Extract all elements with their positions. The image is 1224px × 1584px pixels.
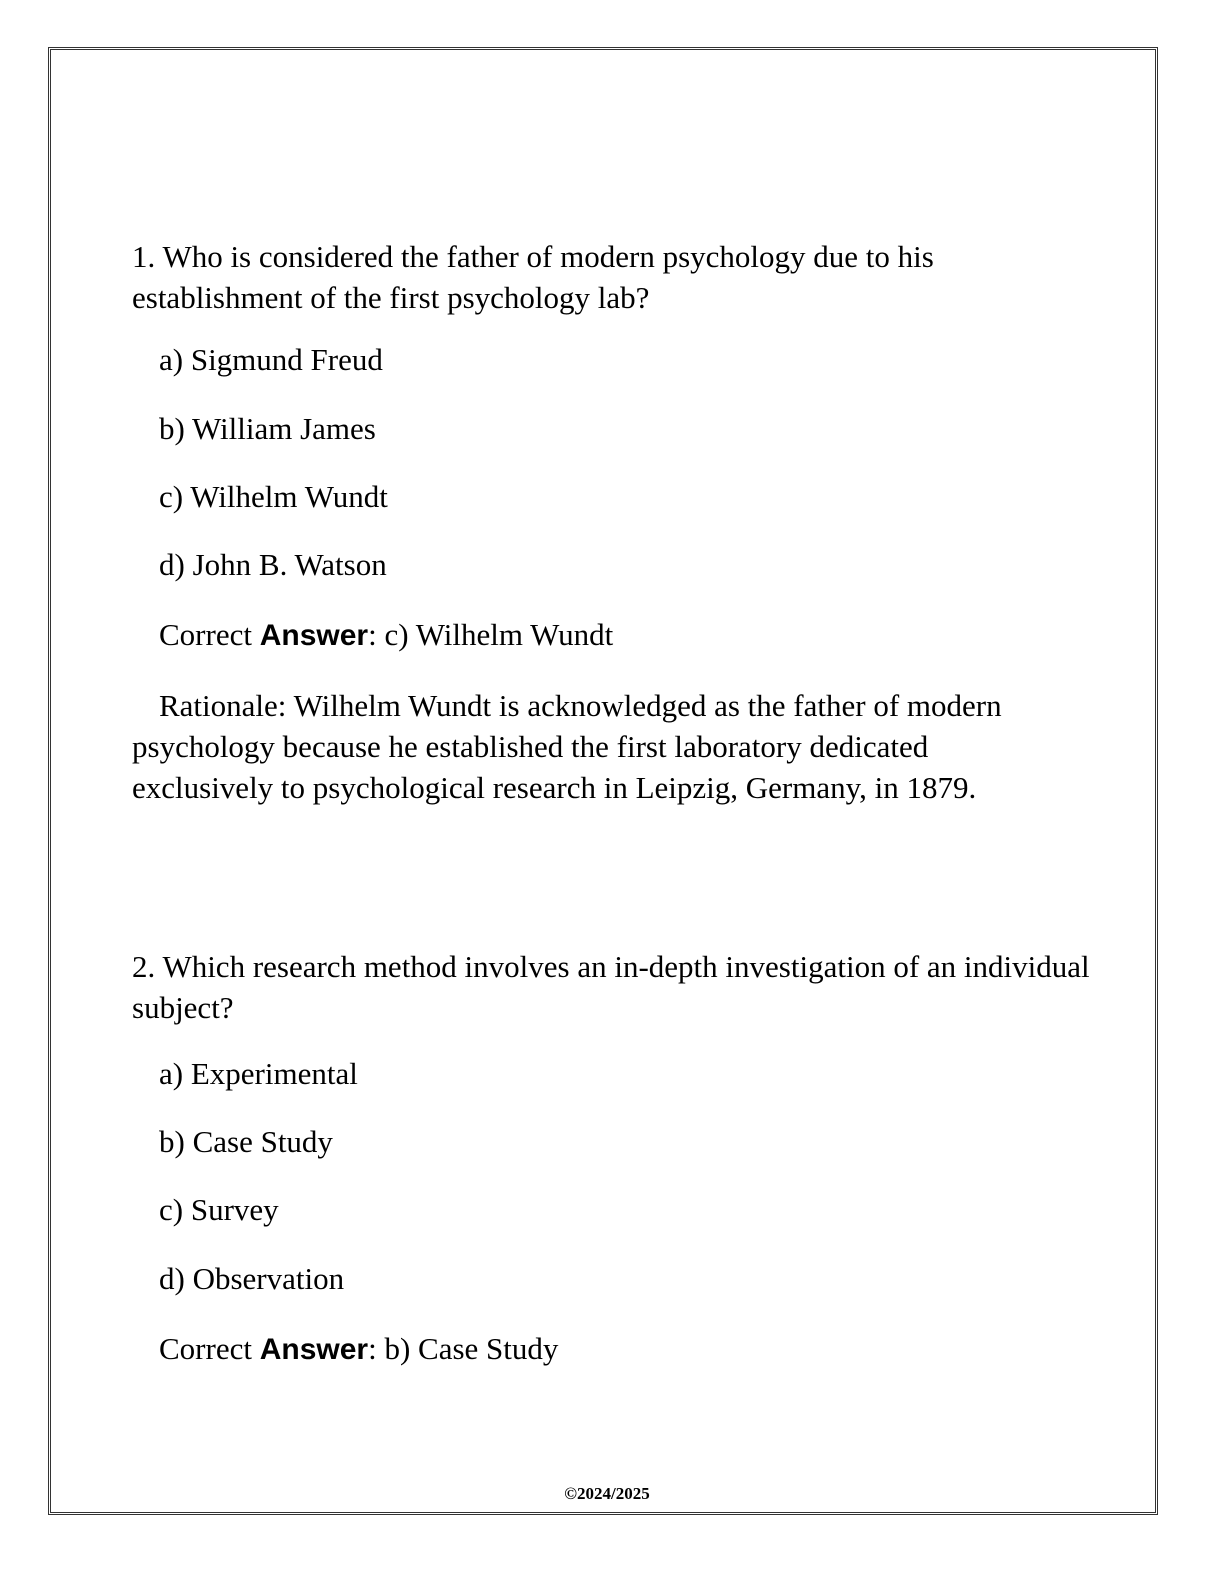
question-1-rationale: Rationale: Wilhelm Wundt is acknowledged as the father of modern psychology because he established the first laboratory dedicated exclusively to psychological research in Leipzig, Germany, in 1879. (132, 688, 1002, 805)
question-1-option-a: a) Sigmund Freud (159, 342, 383, 377)
question-2-option-c: c) Survey (159, 1192, 279, 1227)
question-block-1 (132, 236, 1092, 805)
page-footer-copyright: ©2024/2025 (564, 1484, 650, 1503)
question-1-option-d: d) John B. Watson (159, 547, 387, 582)
answer-word: Answer (259, 1333, 369, 1366)
question-2-option-b: b) Case Study (159, 1124, 333, 1159)
correct-value: : b) Case Study (368, 1331, 559, 1366)
question-1-prompt: 1. Who is considered the father of modern psychology due to his establishment of the first psychology lab? (132, 239, 934, 315)
question-2-option-a: a) Experimental (159, 1056, 358, 1091)
question-1-option-b: b) William James (159, 411, 376, 446)
question-2-option-d: d) Observation (159, 1261, 345, 1296)
correct-label: Correct (159, 617, 260, 652)
answer-word: Answer (259, 619, 369, 652)
correct-value: : c) Wilhelm Wundt (368, 617, 614, 652)
correct-label: Correct (159, 1331, 260, 1366)
question-2-correct-answer (132, 1329, 558, 1370)
question-block-2 (132, 946, 1092, 1366)
question-1-option-c: c) Wilhelm Wundt (159, 479, 388, 514)
question-1-correct-answer (132, 615, 613, 656)
question-2-prompt: 2. Which research method involves an in-depth investigation of an individual subject? (132, 949, 1090, 1025)
